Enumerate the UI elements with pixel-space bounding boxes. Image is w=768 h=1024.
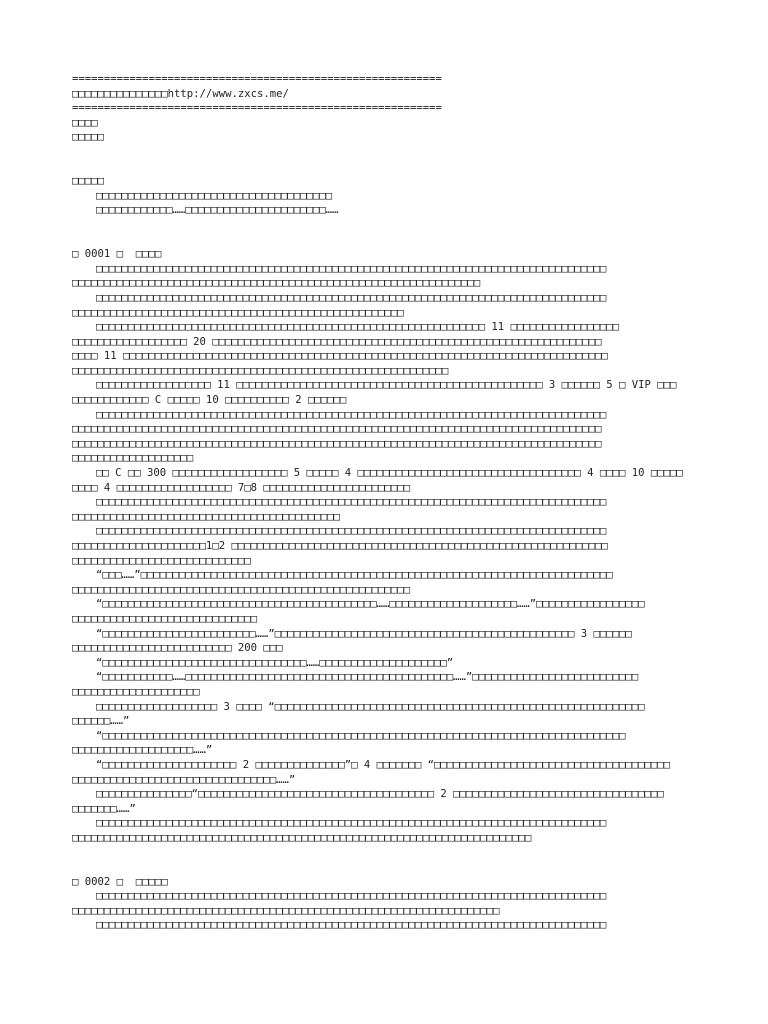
- paragraph-line: □□□□□□□□□□□□□□□□□□□□□1□2 □□□□□□□□□□□□□□□□□□□□□□□□□□□□□□□□□□□□□□□□□□□□□□□□□□□□□□□□□□□: [72, 540, 608, 552]
- paragraph-line: □□□□□□□□□□□□□□□□□□□□□□□□□□□□□: [72, 612, 257, 625]
- paragraph-line: □□□□□□□□□□□□□□□□□□□ 3 □□□□ “□□□□□□□□□□□□□□□□□□□□□□□□□□□□□□□□□□□□□□□□□□□□□□□□□□□□□□□□□□: [96, 700, 645, 713]
- paragraph-line: □□□□□□□□□□□□□□□□□□□□□□□□□□□□□□□□□□□□□□□□□□□□□□□□□□□□□□□□□□□□□□□□: [72, 277, 481, 290]
- paragraph-line: □□□□□□□……”: [72, 802, 136, 815]
- source-line: □□□□□□□□□□□□□□□http://www.zxcs.me/: [72, 87, 289, 100]
- intro-line: □□□□□□□□□□□□□□□□□□□□□□□□□□□□□□□□□□□□□: [96, 189, 332, 202]
- paragraph-line: □□□□□□□□□□□□□□□□□□□□□□□□□□□□□□□□□□□□□□□□□□□□□□□□□□□□□□□□□□□: [72, 364, 449, 377]
- paragraph-line: □□□□□□□□□□□□□□□□□□□□□□□□□□□□□□□□□□□□□□□□□□□□□□□□□□□□□□□□□□□□□□□□□□□□□□□□□□□□□□□□: [96, 408, 607, 421]
- paragraph-line: □□□□□□□□□□□□□□□□□□□□□□□□□□□□□□□□……”: [72, 773, 296, 786]
- paragraph-line: □□□□□□□□□□□□□□□□□□□……”: [72, 744, 213, 757]
- paragraph-line: □□□□□□□□□□□□□□□□□□□□□□□□□□□□□□□□□□□□□□□□□□□□□□□□□□□□□□□□□□□□□□□□□□□□□□□□□□□□□□□□: [96, 262, 607, 275]
- paragraph-line: “□□□……”□□□□□□□□□□□□□□□□□□□□□□□□□□□□□□□□□□□□□□□□□□□□□□□□□□□□□□□□□□□□□□□□□□□□□□□□□□: [96, 569, 613, 582]
- paragraph-line: □□□□□□□□□□□□□□□□□□□□□□□□□□□□□□□□□□□□□□□□□□□□□□□□□□□□□□□□□□□□□□□□□□□□□□□□□□□□□□□□: [96, 890, 607, 903]
- paragraph-line: □□□□ 11 □□□□□□□□□□□□□□□□□□□□□□□□□□□□□□□□□□□□□□□□□□□□□□□□□□□□□□□□□□□□□□□□□□□□□□□□□□□□: [72, 350, 608, 363]
- paragraph-line: “□□□□□□□□□□□……□□□□□□□□□□□□□□□□□□□□□□□□□□□□□□□□□□□□□□□□□□……”□□□□□□□□□□□□□□□□□□□□□□□□□□: [96, 671, 639, 684]
- paragraph-line: “□□□□□□□□□□□□□□□□□□□□□□□□……”□□□□□□□□□□□□□□□□□□□□□□□□□□□□□□□□□□□□□□□□□□□□□□□ 3 □□□□□□: [96, 627, 632, 640]
- separator-line-bottom: ==========================================================: [72, 102, 442, 115]
- chapter-title: □ 0002 □ □□□□□: [72, 875, 168, 888]
- paragraph-line: □□□□□□□□□□□□□□□□□□□□□□□□□□□□□□□□□□□□□□□□□□□□□□□□□□□□□□□□□□□□□□□□□□□□□□□□□□□□□□□□: [96, 496, 607, 509]
- paragraph-line: “□□□□□□□□□□□□□□□□□□□□□□□□□□□□□□□□□□□□□□□□□□□……□□□□□□□□□□□□□□□□□□□□……”□□□□□□□□□□□□□□□□□: [96, 598, 645, 611]
- paragraph-line: □□□□□□□□□□□□□□□□□□□□□□□□□□□□□□□□□□□□□□□□□□□□□□□□□□□□□□□□□□□□□□□□□□□: [72, 904, 500, 917]
- meta-line-title: □□□□: [72, 116, 98, 129]
- paragraph-line: □□□□□□□□□□□□□□□□□□ 11 □□□□□□□□□□□□□□□□□□□□□□□□□□□□□□□□□□□□□□□□□□□□□□□□ 3 □□□□□□ 5 □ VIP □□□: [96, 379, 677, 392]
- spacer: [72, 145, 712, 174]
- paragraph-line: □□□□□□□□□□□□□□□□□□□□□□□□□□□□□□□□□□□□□□□□□□□□□□□□□□□□□□□□□□□□□□□□□□□□□□□□□□□□□□□□: [96, 817, 607, 830]
- paragraph-line: “□□□□□□□□□□□□□□□□□□□□□□□□□□□□□□□□……□□□□□□□□□□□□□□□□□□□□”: [96, 656, 454, 669]
- paragraph-line: □□□□□□□□□□□□□□□□□□ 20 □□□□□□□□□□□□□□□□□□□□□□□□□□□□□□□□□□□□□□□□□□□□□□□□□□□□□□□□□□□□□: [72, 335, 602, 348]
- paragraph-line: □□□□□□□□□□□□□□□□□□□□□□□□□□□□□□□□□□□□□□□□□□□□□□□□□□□□□: [72, 583, 411, 596]
- paragraph-line: “□□□□□□□□□□□□□□□□□□□□□ 2 □□□□□□□□□□□□□□”□ 4 □□□□□□□ “□□□□□□□□□□□□□□□□□□□□□□□□□□□□□□□□□□□□□: [96, 758, 671, 771]
- paragraph-line: □□□□□□□□□□□□□□□□□□□□□□□□□□□□□□□□□□□□□□□□□□: [72, 510, 340, 523]
- chapter-title: □ 0001 □ □□□□: [72, 248, 162, 261]
- spacer: [72, 845, 712, 874]
- intro-heading: □□□□□: [72, 175, 104, 188]
- paragraph-line: □□□□□□□□□□□□□□□□□□□□□□□□□□□□□□□□□□□□□□□□□□□□□□□□□□□□□□□□□□□□□□□□□□□□□□□□□□□□□□□□: [96, 525, 607, 538]
- paragraph-line: □□□□□□□□□□□□□□□□□□□□□□□□□□□□□□□□□□□□□□□□□□□□□□□□□□□□□□□□□□□□□□□□□□□□□□□□□□□□□□□□: [96, 919, 607, 932]
- paragraph-line: □□□□□□□□□□□□□□□□□□□□□□□□□□□□□□□□□□□□□□□□□□□□□□□□□□□□□□□□□□□□□□□□□□□□□□□□□□□□□□□□: [96, 291, 607, 304]
- meta-line-author: □□□□□: [72, 131, 104, 144]
- paragraph-line: □□□□□□□□□□□□□□□□□□□□□□□□□□□□□□□□□□□□□□□□□□□□□□□□□□□□□□□□□□□□□□□□□□□□□□□□: [72, 831, 532, 844]
- paragraph-line: □□□□□□□□□□□□□□□□□□□□: [72, 685, 200, 698]
- paragraph-line: □□□□□□□□□□□□□□□□□□□: [72, 452, 194, 465]
- document-page: [72, 72, 712, 933]
- paragraph-line: “□□□□□□□□□□□□□□□□□□□□□□□□□□□□□□□□□□□□□□□□□□□□□□□□□□□□□□□□□□□□□□□□□□□□□□□□□□□□□□□□□□: [96, 729, 626, 742]
- paragraph-line: □□□□□□□□□□□□ C □□□□□ 10 □□□□□□□□□□ 2 □□□□□□: [72, 394, 347, 407]
- chapter-list: [72, 247, 712, 933]
- paragraph-line: □□□□□□□□□□□□□□□□□□□□□□□□□ 200 □□□: [72, 642, 283, 655]
- intro-line: □□□□□□□□□□□□……□□□□□□□□□□□□□□□□□□□□□□……: [96, 204, 339, 217]
- paragraph-line: □□□□□□□□□□□□□□□□□□□□□□□□□□□□: [72, 554, 251, 567]
- separator-line-top: ==========================================================: [72, 73, 442, 85]
- paragraph-line: □□□□□□□□□□□□□□□□□□□□□□□□□□□□□□□□□□□□□□□□□□□□□□□□□□□□□□□□□□□□□□□□□□□□□□□□□□□□□□□□□□□: [72, 423, 602, 436]
- spacer: [72, 218, 712, 247]
- paragraph-line: □□□□ 4 □□□□□□□□□□□□□□□□□□ 7□8 □□□□□□□□□□□□□□□□□□□□□□□: [72, 481, 411, 494]
- paragraph-line: □□ C □□ 300 □□□□□□□□□□□□□□□□□□ 5 □□□□□ 4 □□□□□□□□□□□□□□□□□□□□□□□□□□□□□□□□□□□ 4 □□□□ 10 □□□□□: [96, 467, 683, 480]
- paragraph-line: □□□□□□□□□□□□□□□□□□□□□□□□□□□□□□□□□□□□□□□□□□□□□□□□□□□□□□□□□□□□□ 11 □□□□□□□□□□□□□□□□□: [96, 321, 619, 334]
- paragraph-line: □□□□□□□□□□□□□□□“□□□□□□□□□□□□□□□□□□□□□□□□□□□□□□□□□□□□□ 2 □□□□□□□□□□□□□□□□□□□□□□□□□□□□□□□□□: [96, 788, 664, 801]
- paragraph-line: □□□□□□□□□□□□□□□□□□□□□□□□□□□□□□□□□□□□□□□□□□□□□□□□□□□□: [72, 306, 404, 319]
- paragraph-line: □□□□□□□□□□□□□□□□□□□□□□□□□□□□□□□□□□□□□□□□□□□□□□□□□□□□□□□□□□□□□□□□□□□□□□□□□□□□□□□□□□□: [72, 437, 602, 450]
- paragraph-line: □□□□□□……”: [72, 715, 130, 728]
